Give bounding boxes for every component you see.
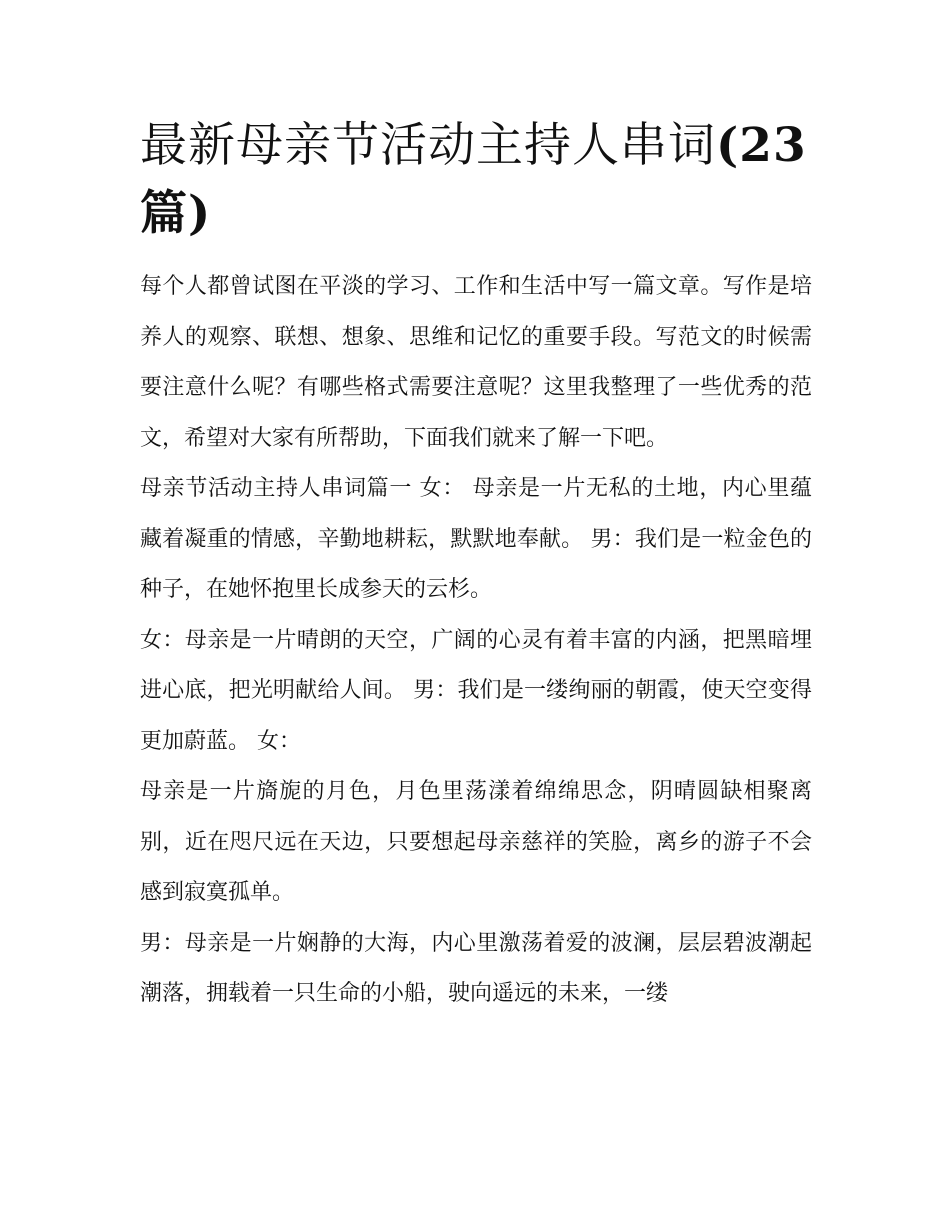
paragraph-host-1: 母亲节活动主持人串词篇一 女： 母亲是一片无私的土地，内心里蕴藏着凝重的情感，辛勤地耕耘，默默地奉献。 男：我们是一粒金色的种子，在她怀抱里长成参天的云杉。: [140, 476, 812, 602]
title-suffix: 篇): [140, 186, 212, 241]
title-count: (23: [716, 118, 807, 173]
paragraph-host-3: 母亲是一片旖旎的月色，月色里荡漾着绵绵思念，阴晴圆缺相聚离别，近在咫尺远在天边，只要想起母亲慈祥的笑脸，离乡的游子不会感到寂寞孤单。: [140, 779, 812, 905]
paragraph-host-2: 女：母亲是一片晴朗的天空，广阔的心灵有着丰富的内涵，把黑暗埋进心底，把光明献给人间。 男：我们是一缕绚丽的朝霞，使天空变得更加蔚蓝。 女：: [140, 627, 812, 754]
document-page: [140, 112, 812, 1020]
paragraph-intro: 每个人都曾试图在平淡的学习、工作和生活中写一篇文章。写作是培养人的观察、联想、想象、思维和记忆的重要手段。写范文的时候需要注意什么呢？有哪些格式需要注意呢？这里我整理了一些优秀的范文，希望对大家有所帮助，下面我们就来了解一下吧。: [140, 274, 812, 451]
paragraph-host-4: 男：母亲是一片娴静的大海，内心里激荡着爱的波澜，层层碧波潮起潮落，拥载着一只生命的小船，驶向遥远的未来，一缕: [140, 930, 812, 1006]
document-title: 最新母亲节活动主持人串词(23篇): [140, 118, 807, 241]
